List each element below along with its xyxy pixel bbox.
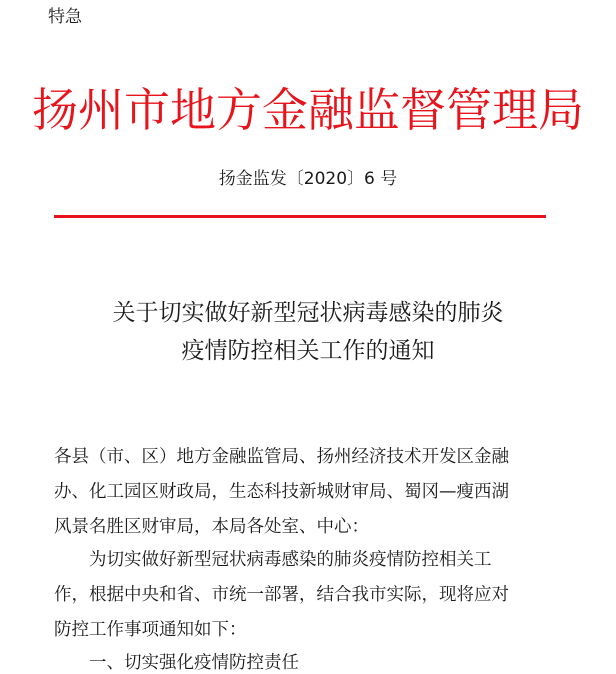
body-line-2: 办、化工园区财政局，生态科技新城财审局、蜀冈—瘦西湖 (54, 482, 509, 502)
notice-title-line-2: 疫情防控相关工作的通知 (181, 338, 435, 364)
red-divider-line (54, 215, 546, 218)
urgency-label: 特急 (48, 7, 82, 27)
document-number: 扬金监发〔2020〕6 号 (218, 169, 398, 189)
body-line-1: 各县（市、区）地方金融监管局、扬州经济技术开发区金融 (54, 447, 509, 467)
body-line-3: 风景名胜区财审局，本局各处室、中心： (54, 517, 369, 537)
body-line-4: 为切实做好新型冠状病毒感染的肺炎疫情防控相关工 (54, 550, 492, 570)
body-line-5: 作，根据中央和省、市统一部署，结合我市实际，现将应对 (54, 585, 509, 605)
body-line-6: 防控工作事项通知如下： (54, 620, 247, 640)
notice-title-line-1: 关于切实做好新型冠状病毒感染的肺炎 (112, 300, 504, 326)
agency-name-header: 扬州市地方金融监督管理局 (32, 83, 584, 137)
body-line-7: 一、切实强化疫情防控责任 (54, 653, 299, 673)
